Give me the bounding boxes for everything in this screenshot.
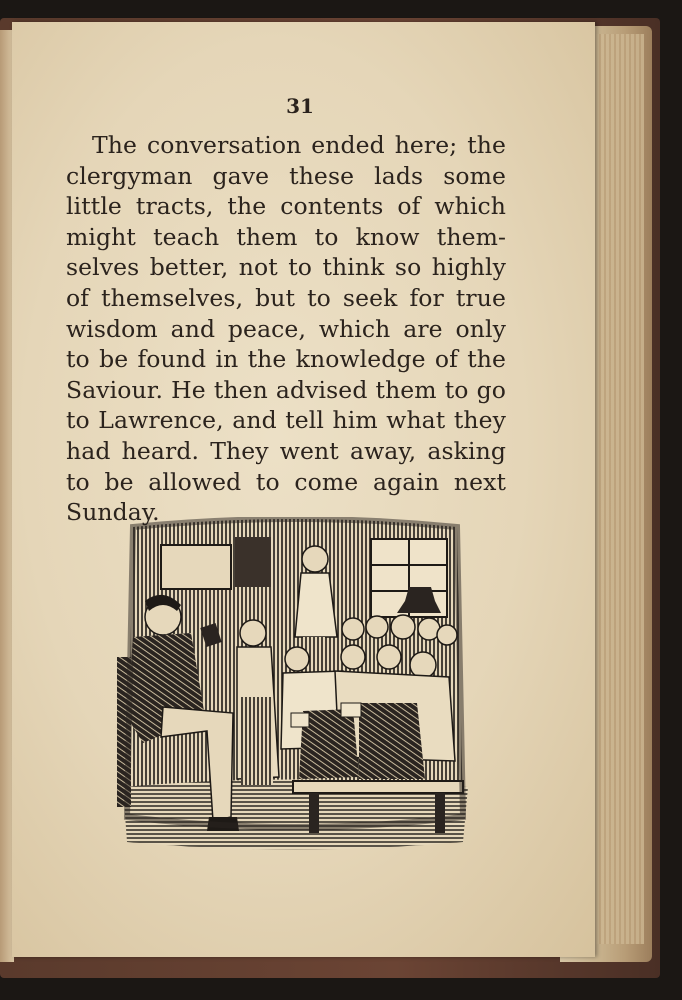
engraving-left-window (161, 545, 231, 589)
engraving-shutter (235, 537, 271, 587)
page-number: 31 (286, 94, 314, 118)
page-edges (596, 34, 644, 944)
engraving-illustration (113, 517, 477, 853)
page-body-text: The conversation ended here; the clergyman gave these lads some little tracts, the contents of which might teach them to know them-selves better, not to think so highly of themselves, but to seek for true wisdom and peace, which are only to be found in the knowledge of the Saviour. He then advised them to go to Lawrence, and tell him what they had heard. They went away, asking to be allowed to come again next Sunday. (66, 131, 506, 527)
